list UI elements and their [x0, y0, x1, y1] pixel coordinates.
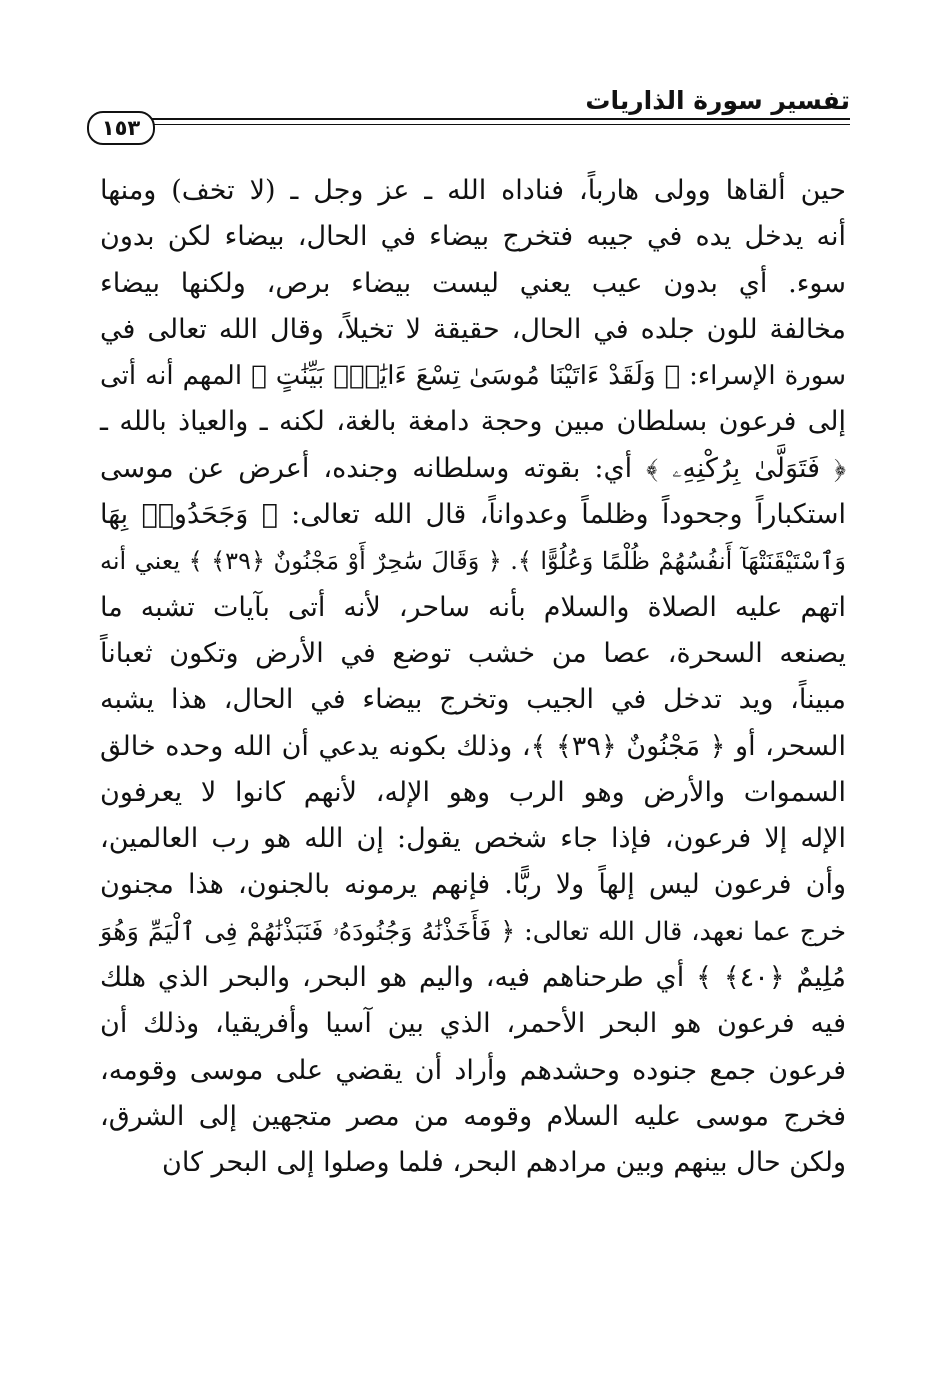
text-line: يصنعه السحرة، عصا من خشب توضع في الأرض وتكون ثعباناً: [100, 637, 846, 669]
text-line: اتهم عليه الصلاة والسلام بأنه ساحر، لأنه أتى بآيات تشبه ما: [100, 591, 846, 623]
page-number: ١٥٣: [101, 116, 141, 140]
text-line: السحر، أو ﴿ مَجْنُونٌ ﴿٣٩﴾ ﴾، وذلك بكونه يدعي أن الله وحده خالق: [100, 730, 847, 762]
text-line: وأن فرعون ليس إلهاً ولا ربًّا. فإنهم يرمونه بالجنون، هذا مجنون: [100, 869, 846, 901]
text-line: وَٱسْتَيْقَنَتْهَآ أَنفُسُهُمْ ظُلْمًا وَعُلُوًّا ﴾. ﴿ وَقَالَ سَٰحِرٌ أَوْ مَجْنُونٌ ﴿٣٩﴾ ﴾ يعني أنه: [100, 547, 847, 576]
text-line: استكباراً وجحوداً وظلماً وعدواناً، قال الله تعالى: ﴿ وَجَحَدُوا۟ بِهَا: [100, 499, 846, 531]
header-rules: [80, 0, 850, 140]
text-line: سوء. أي بدون عيب يعني ليست بيضاء برص، ولكنها بيضاء: [100, 267, 846, 299]
text-line: حين ألقاها وولى هارباً، فناداه الله ـ عز وجل ـ (لا تخف) ومنها: [100, 175, 846, 206]
text-line: مبيناً، ويد تدخل في الجيب وتخرج بيضاء في الحال، هذا يشبه: [100, 684, 846, 716]
text-line: الإله إلا فرعون، فإذا جاء شخص يقول: إن الله هو رب العالمين،: [100, 823, 846, 855]
header-rule-thick: [146, 118, 850, 120]
text-line: إلى فرعون بسلطان مبين وحجة دامغة بالغة، لكنه ـ والعياذ بالله ـ: [100, 406, 846, 438]
text-line: فرعون جمع جنوده وحشدهم وأراد أن يقضي على موسى وقومه،: [100, 1054, 846, 1086]
text-line: ﴿ فَتَوَلَّىٰ بِرُكْنِهِۦ ﴾ أي: بقوته وسلطانه وجنده، أعرض عن موسى: [100, 452, 846, 484]
running-title: تفسير سورة الذاريات: [585, 86, 850, 115]
header-rule-thin: [146, 124, 850, 125]
text-line: فخرج موسى عليه السلام وقومه من مصر متجهين إلى الشرق،: [100, 1100, 846, 1132]
page-number-badge: [87, 111, 155, 145]
text-line: خرج عما نعهد، قال الله تعالى: ﴿ فَأَخَذْنَٰهُ وَجُنُودَهُۥ فَنَبَذْنَٰهُمْ فِى ٱلْيَمِّ وَهُوَ: [100, 916, 846, 947]
text-line: السموات والأرض وهو الرب وهو الإله، لأنهم كانوا لا يعرفون: [100, 776, 846, 808]
text-line: مُلِيمٌ ﴿٤٠﴾ ﴾ أي طرحناهم فيه، واليم هو البحر، والبحر الذي هلك: [100, 962, 847, 994]
body-text: [100, 168, 846, 1187]
text-line: مخالفة للون جلده في الحال، حقيقة لا تخيلاً، وقال الله تعالى في: [100, 313, 846, 345]
text-line: ولكن حال بينهم وبين مرادهم البحر، فلما وصلوا إلى البحر كان: [162, 1147, 846, 1179]
text-line: سورة الإسراء: ﴿ وَلَقَدْ ءَاتَيْنَا مُوسَىٰ تِسْعَ ءَايَٰتٍۭ بَيِّنَٰتٍ ﴾ المهم أنه أتى: [100, 361, 846, 392]
text-line: فيه فرعون هو البحر الأحمر، الذي بين آسيا وأفريقيا، وذلك أن: [100, 1008, 846, 1040]
text-line: أنه يدخل يده في جيبه فتخرج بيضاء في الحال، بيضاء لكن بدون: [100, 221, 846, 253]
